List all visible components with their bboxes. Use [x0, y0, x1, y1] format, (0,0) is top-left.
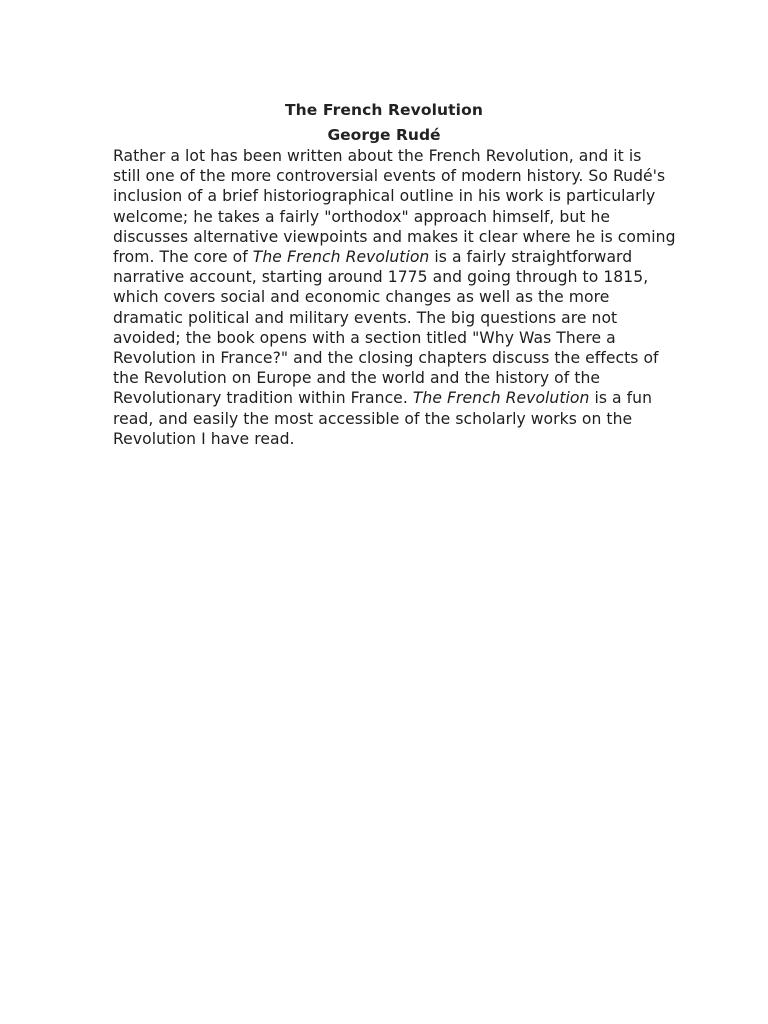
document-author: George Rudé — [327, 126, 441, 144]
paragraph-line: which covers social and economic changes as well as the more — [113, 288, 610, 307]
paragraph-line: welcome; he takes a fairly "orthodox" approach himself, but he — [113, 207, 611, 226]
review-paragraph — [113, 146, 676, 449]
paragraph-line: from. The core of The French Revolution is a fairly straightforward — [113, 248, 633, 267]
paragraph-line: still one of the more controversial events of modern history. So Rudé's — [113, 167, 666, 186]
paragraph-line: the Revolution on Europe and the world and the history of the — [113, 369, 601, 388]
paragraph-line: narrative account, starting around 1775 and going through to 1815, — [113, 268, 649, 287]
paragraph-line: Revolutionary tradition within France. The French Revolution is a fun — [113, 389, 653, 408]
paragraph-line: Revolution in France?" and the closing chapters discuss the effects of — [113, 349, 659, 368]
paragraph-line: dramatic political and military events. The big questions are not — [113, 308, 618, 327]
paragraph-line: inclusion of a brief historiographical outline in his work is particularly — [113, 187, 656, 206]
paragraph-line: Rather a lot has been written about the French Revolution, and it is — [113, 147, 642, 165]
document-page — [113, 100, 676, 449]
paragraph-line: read, and easily the most accessible of the scholarly works on the — [113, 409, 633, 428]
paragraph-line: avoided; the book opens with a section titled "Why Was There a — [113, 328, 616, 347]
paragraph-line: Revolution I have read. — [113, 429, 295, 448]
book-title-italic: The French Revolution — [412, 389, 590, 408]
document-title: The French Revolution — [285, 101, 483, 119]
book-title-italic: The French Revolution — [252, 248, 430, 267]
paragraph-line: discusses alternative viewpoints and makes it clear where he is coming — [113, 227, 676, 246]
